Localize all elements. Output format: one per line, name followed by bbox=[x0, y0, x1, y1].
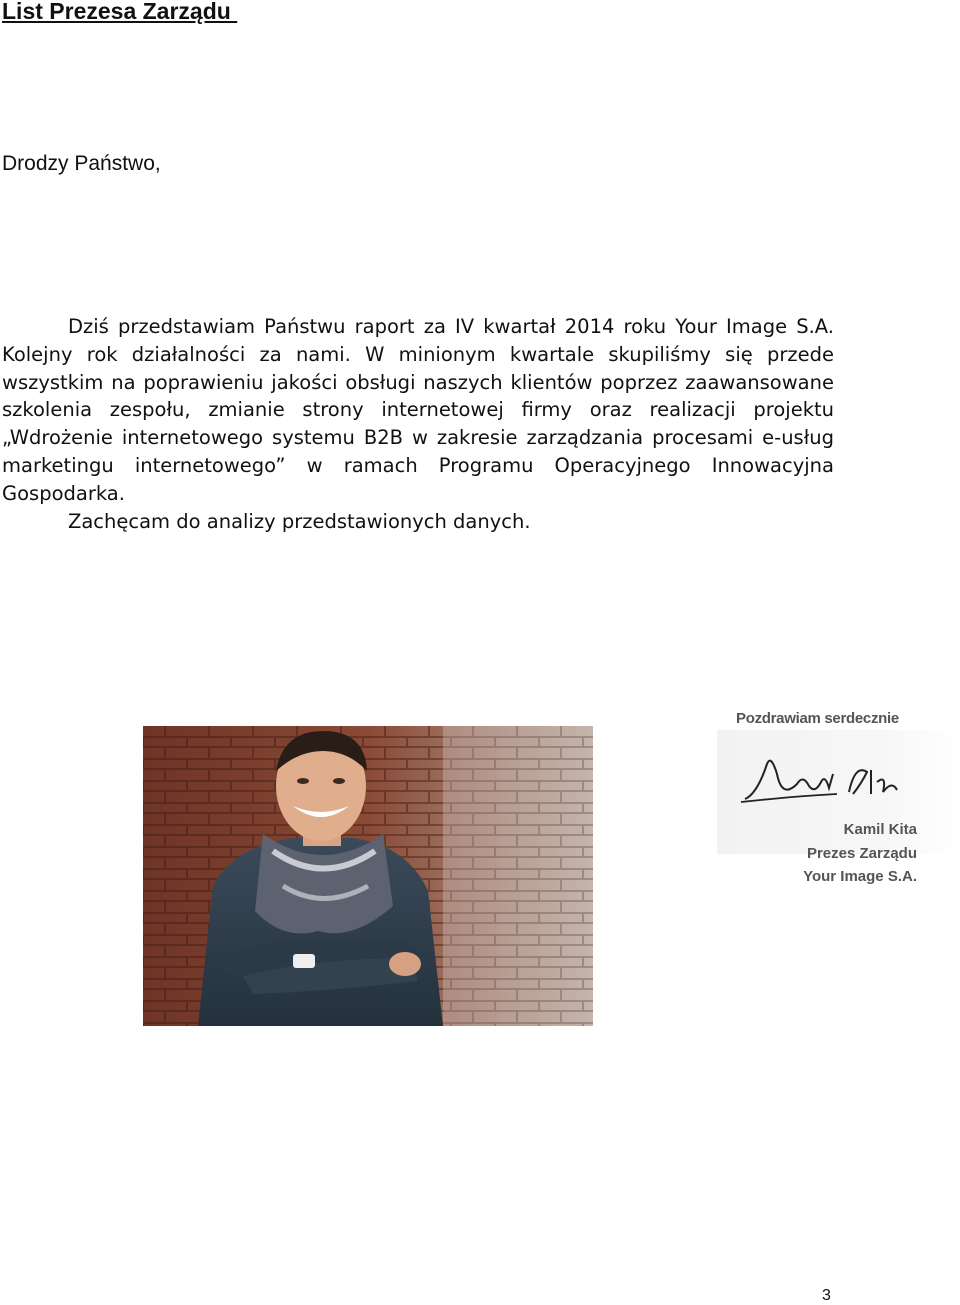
page-number: 3 bbox=[822, 1287, 831, 1304]
signature-block bbox=[717, 708, 960, 898]
signature-greeting: Pozdrawiam serdecznie bbox=[736, 710, 899, 727]
signature-name: Kamil Kita bbox=[843, 821, 917, 838]
handwritten-signature bbox=[737, 744, 917, 814]
document-title: List Prezesa Zarządu bbox=[2, 0, 238, 24]
signature-company: Your Image S.A. bbox=[803, 868, 917, 885]
ceo-photo bbox=[143, 726, 593, 1026]
letter-paragraph: Dziś przedstawiam Państwu raport za IV kwartał 2014 roku Your Image S.A. Kolejny rok działalności za nami. W minionym kwartale skupiliśmy się przede wszystkim na poprawieniu jakości obsługi naszych klientów poprzez zaawansowane szkolenia zespołu, zmianie strony internetowej firmy oraz realizacji projektu „Wdrożenie internetowego systemu B2B w zakresie zarządzania procesami e-usług marketingu internetowego” w ramach Programu Operacyjnego Innowacyjna Gospodarka. bbox=[2, 315, 834, 505]
letter-body bbox=[2, 313, 834, 535]
letter-closing: Zachęcam do analizy przedstawionych danych. bbox=[68, 509, 531, 533]
signature-role: Prezes Zarządu bbox=[806, 845, 917, 862]
greeting: Drodzy Państwo, bbox=[2, 152, 161, 175]
